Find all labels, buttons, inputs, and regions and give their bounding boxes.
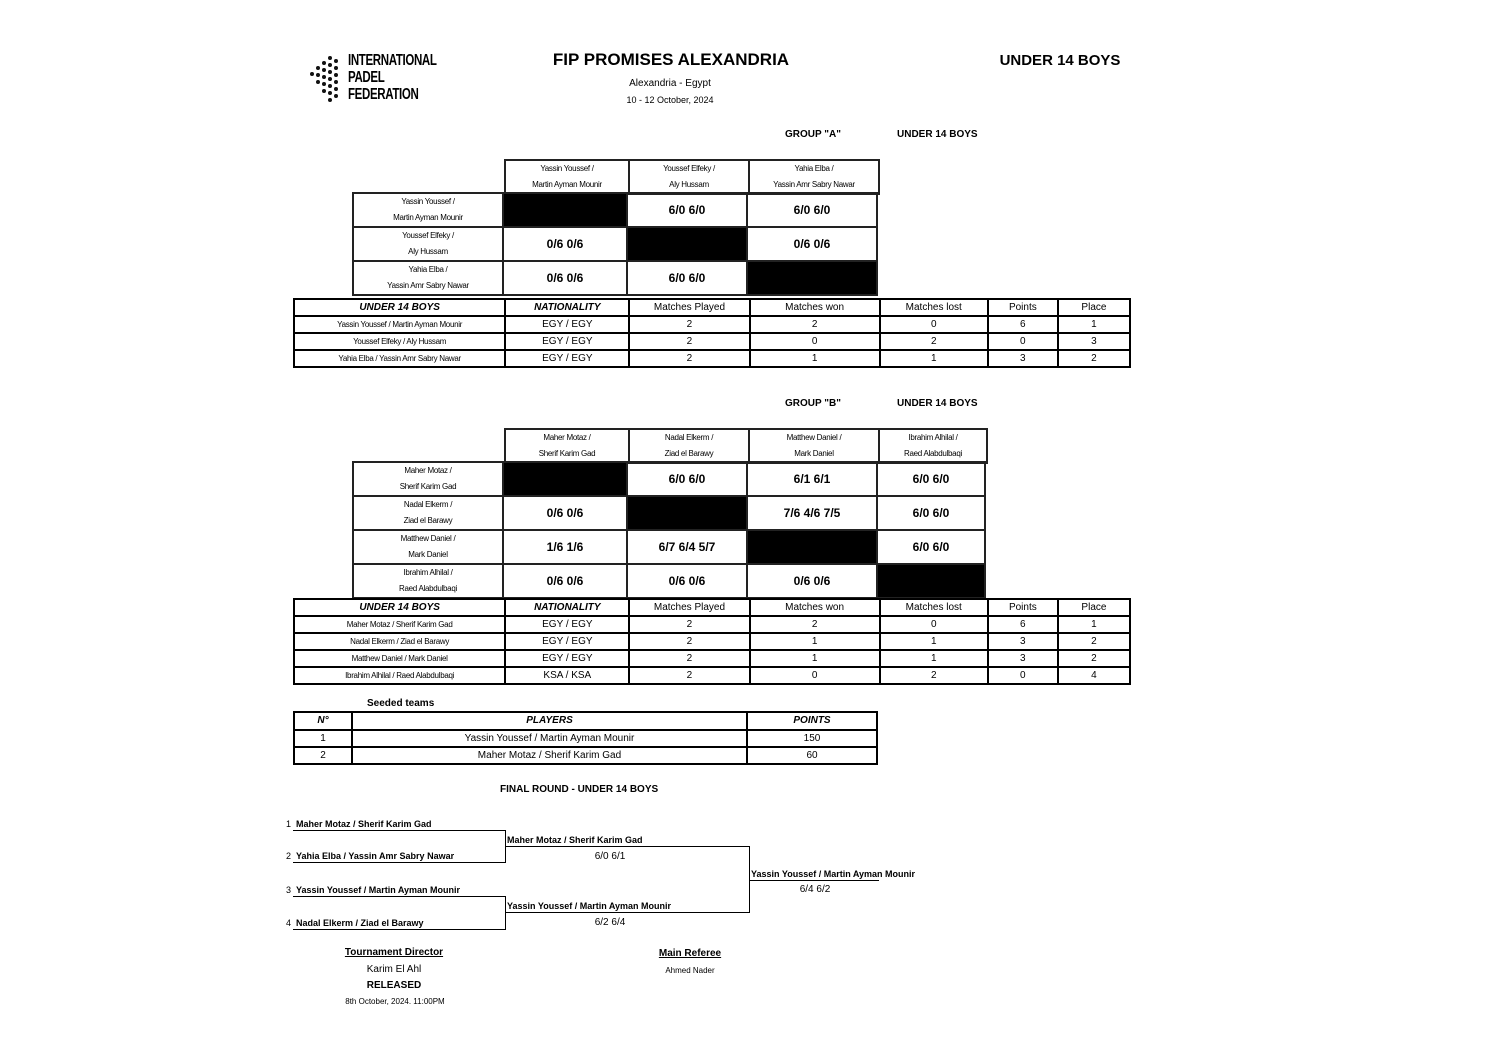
table-cell: Points [988,599,1058,616]
table-cell: Points [988,299,1058,316]
category-title: UNDER 14 BOYS [999,52,1121,69]
match-score: 0/6 0/6 [627,564,747,598]
cell-text: Martin Ayman Mounir [532,180,602,189]
table-cell: Matches won [750,299,880,316]
group-a-column-headers [504,159,880,195]
blocked-cell [877,564,985,598]
table-row [294,316,1130,333]
cell-text: Nadal Elkerm / [664,433,714,442]
table-cell: EGY / EGY [505,350,629,367]
table-cell: EGY / EGY [505,633,629,650]
table-row [294,747,877,764]
cell-text: Raed Alabdulbaqi [399,584,457,593]
table-cell: EGY / EGY [505,616,629,633]
blocked-cell [627,227,747,261]
bracket-line [505,896,506,930]
table-row [294,616,1130,633]
seeded-title: Seeded teams [367,698,435,709]
released-date: 8th October, 2024. 11:00PM [345,997,445,1006]
page-title: FIP PROMISES ALEXANDRIA [552,50,790,69]
group-b-row-team [353,462,503,496]
match-score: 0/6 0/6 [747,227,877,261]
group-a-row-team [353,193,503,227]
header-row [353,261,877,295]
bracket-line [293,862,505,863]
table-cell: 1 [750,350,880,367]
entry-seed: 4 [286,918,292,928]
table-cell: Matches lost [880,599,988,616]
bracket-line [749,880,879,881]
table-cell: 3 [988,650,1058,667]
blocked-cell [503,462,627,496]
table-cell: 0 [988,667,1058,684]
group-a-col-team [505,160,629,194]
match-score: 6/0 6/0 [627,193,747,227]
cell-text: Matthew Daniel / [786,433,842,442]
final-winner: Yassin Youssef / Martin Ayman Mounir [751,869,916,879]
table-cell: 1 [750,650,880,667]
cell-text: Ibrahim Alhilal / [403,568,453,577]
group-b-label: GROUP "B" [785,398,841,409]
cell-text: Maher Motaz / [404,466,452,475]
logo-line-3: FEDERATION [348,86,419,103]
final-score: 6/4 6/2 [799,884,831,895]
header-row [294,599,1130,616]
table-cell: 2 [880,667,988,684]
table-cell: 2 [880,333,988,350]
table-cell: 3 [988,350,1058,367]
table-cell: 0 [880,616,988,633]
header-row [353,530,985,564]
header-row [353,193,877,227]
table-cell: EGY / EGY [505,333,629,350]
group-b-standings [293,598,1131,685]
table-cell: 60 [747,747,877,764]
table-cell: 2 [629,667,749,684]
director-name: Karim El Ahl [366,964,422,975]
match-score: 6/0 6/0 [877,496,985,530]
table-cell: Yahia Elba / Yassin Amr Sabry Nawar [294,350,505,367]
group-b-row-team [353,496,503,530]
entry-name: Yassin Youssef / Martin Ayman Mounir [296,885,461,895]
group-b-row-team [353,564,503,598]
table-cell: Maher Motaz / Sherif Karim Gad [294,616,505,633]
cell-text: Aly Hussam [669,180,709,189]
match-score: 0/6 0/6 [503,496,627,530]
group-a-col-team [629,160,749,194]
table-cell: Yassin Youssef / Martin Ayman Mounir [294,316,505,333]
group-a-label: GROUP "A" [785,129,841,140]
cell-text: Youssef Elfeky / [663,164,715,173]
match-score: 6/1 6/1 [747,462,877,496]
table-cell: UNDER 14 BOYS [294,299,505,316]
table-cell: Matches Played [629,599,749,616]
entry-seed: 2 [286,851,292,861]
entry-name: Nadal Elkerm / Ziad el Barawy [296,918,424,928]
table-cell: 6 [988,616,1058,633]
group-b-row-team [353,530,503,564]
match-score: 6/7 6/4 5/7 [627,530,747,564]
match-score: 7/6 4/6 7/5 [747,496,877,530]
bracket-line [293,929,505,930]
table-cell: Matches lost [880,299,988,316]
group-b-results-grid [352,461,986,599]
table-cell: 2 [750,316,880,333]
table-cell: 2 [629,650,749,667]
table-cell: N° [294,712,352,730]
seeded-table [293,711,878,765]
table-cell: POINTS [747,712,877,730]
table-cell: 1 [880,350,988,367]
table-row [294,350,1130,367]
header-row [353,564,985,598]
entry-name: Yahia Elba / Yassin Amr Sabry Nawar [296,851,455,861]
group-a-category: UNDER 14 BOYS [897,129,978,140]
cell-text: Yahia Elba / [794,164,834,173]
fip-logo [308,50,438,108]
bracket-line [505,912,750,913]
semi-winner: Yassin Youssef / Martin Ayman Mounir [507,901,672,911]
match-score: 0/6 0/6 [503,227,627,261]
group-a-results-grid [352,192,878,296]
table-cell: Ibrahim Alhilal / Raed Alabdulbaqi [294,667,505,684]
cell-text: Ziad el Barawy [403,516,453,525]
final-round-title: FINAL ROUND - UNDER 14 BOYS [500,784,659,795]
blocked-cell [747,261,877,295]
group-a-row-team [353,227,503,261]
referee-label: Main Referee [658,948,722,959]
table-cell: 2 [294,747,352,764]
cell-text: Maher Motaz / [543,433,591,442]
table-cell: Matthew Daniel / Mark Daniel [294,650,505,667]
table-cell: 2 [629,633,749,650]
table-cell: 2 [629,616,749,633]
cell-text: Matthew Daniel / [400,534,456,543]
table-cell: 1 [880,633,988,650]
table-cell: 2 [750,616,880,633]
match-score: 6/0 6/0 [747,193,877,227]
table-cell: 0 [880,316,988,333]
table-cell: 1 [880,650,988,667]
entry-seed: 1 [286,819,292,829]
table-row [294,650,1130,667]
bracket-line [293,896,505,897]
group-a-col-team [749,160,879,194]
table-cell: Yassin Youssef / Martin Ayman Mounir [352,730,747,747]
header-row [353,227,877,261]
group-b-col-team [629,429,749,463]
group-b-column-headers [504,428,988,464]
match-score: 6/0 6/0 [627,261,747,295]
table-cell: 2 [1058,350,1130,367]
table-cell: EGY / EGY [505,316,629,333]
released-label: RELEASED [366,980,422,991]
header-row [294,299,1130,316]
logo-line-2: PADEL [348,69,385,86]
referee-name: Ahmed Nader [665,966,715,975]
match-score: 1/6 1/6 [503,530,627,564]
table-row [294,633,1130,650]
cell-text: Yassin Amr Sabry Nawar [773,180,855,189]
cell-text: Youssef Elfeky / [402,231,454,240]
table-cell: 0 [750,333,880,350]
header-row [353,496,985,530]
table-cell: Place [1058,299,1130,316]
table-cell: 3 [988,633,1058,650]
entry-seed: 3 [286,885,292,895]
table-cell: 1 [750,633,880,650]
group-a-standings [293,298,1131,368]
table-cell: 2 [1058,633,1130,650]
blocked-cell [503,193,627,227]
group-b-col-team [879,429,987,463]
table-cell: 1 [1058,616,1130,633]
table-cell: 6 [988,316,1058,333]
match-score: 6/0 6/0 [877,462,985,496]
cell-text: Sherif Karim Gad [538,449,596,458]
group-b-col-team [505,429,629,463]
table-cell: 0 [988,333,1058,350]
table-cell: KSA / KSA [505,667,629,684]
table-row [294,730,877,747]
table-cell: 0 [750,667,880,684]
table-cell: Nadal Elkerm / Ziad el Barawy [294,633,505,650]
table-cell: 1 [1058,316,1130,333]
table-cell: 1 [294,730,352,747]
dates: 10 - 12 October, 2024 [626,95,714,105]
table-cell: 4 [1058,667,1130,684]
table-cell: UNDER 14 BOYS [294,599,505,616]
group-b-category: UNDER 14 BOYS [897,398,978,409]
table-cell: Matches won [750,599,880,616]
match-score: 0/6 0/6 [503,261,627,295]
logo-line-1: INTERNATIONAL [348,52,437,69]
cell-text: Yahia Elba / [408,265,448,274]
location: Alexandria - Egypt [629,78,711,89]
table-cell: 150 [747,730,877,747]
cell-text: Ziad el Barawy [664,449,714,458]
padel-ball-icon [308,50,344,108]
cell-text: Ibrahim Alhilal / [908,433,958,442]
table-row [294,333,1130,350]
director-label: Tournament Director [344,947,444,958]
cell-text: Yassin Youssef / [540,164,594,173]
table-cell: Youssef Elfeky / Aly Hussam [294,333,505,350]
cell-text: Martin Ayman Mounir [393,213,463,222]
cell-text: Yassin Youssef / [401,197,455,206]
cell-text: Yassin Amr Sabry Nawar [387,281,469,290]
cell-text: Mark Daniel [408,550,448,559]
table-row [294,667,1130,684]
blocked-cell [747,530,877,564]
table-cell: Matches Played [629,299,749,316]
cell-text: Sherif Karim Gad [399,482,457,491]
group-b-col-team [749,429,879,463]
match-score: 0/6 0/6 [747,564,877,598]
table-cell: EGY / EGY [505,650,629,667]
header-row [294,712,877,730]
table-cell: PLAYERS [352,712,747,730]
blocked-cell [627,496,747,530]
header-row [505,429,987,463]
cell-text: Mark Daniel [794,449,834,458]
table-cell: Maher Motaz / Sherif Karim Gad [352,747,747,764]
header-row [505,160,879,194]
bracket-line [293,830,505,831]
table-cell: 2 [629,316,749,333]
table-cell: 2 [1058,650,1130,667]
bracket-line [505,846,750,847]
table-cell: NATIONALITY [505,299,629,316]
semi-score: 6/2 6/4 [594,917,626,928]
semi-score: 6/0 6/1 [594,851,626,862]
group-a-row-team [353,261,503,295]
entry-name: Maher Motaz / Sherif Karim Gad [296,819,432,829]
semi-winner: Maher Motaz / Sherif Karim Gad [507,835,643,845]
table-cell: 3 [1058,333,1130,350]
table-cell: Place [1058,599,1130,616]
table-cell: 2 [629,350,749,367]
header-row [353,462,985,496]
match-score: 0/6 0/6 [503,564,627,598]
table-cell: 2 [629,333,749,350]
match-score: 6/0 6/0 [627,462,747,496]
table-cell: NATIONALITY [505,599,629,616]
cell-text: Raed Alabdulbaqi [904,449,962,458]
match-score: 6/0 6/0 [877,530,985,564]
cell-text: Aly Hussam [408,247,448,256]
cell-text: Nadal Elkerm / [403,500,453,509]
